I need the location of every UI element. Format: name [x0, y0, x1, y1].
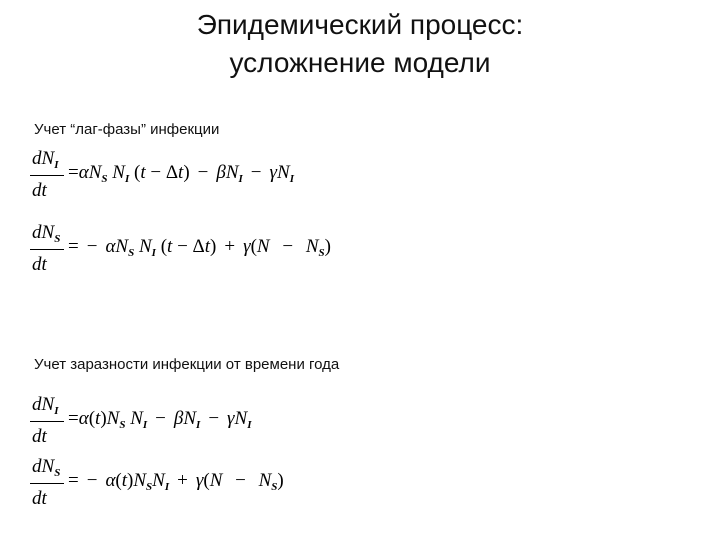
- fraction-bar: [30, 421, 64, 422]
- title-line-1: Эпидемический процесс:: [196, 9, 524, 40]
- equation-rhs: $=\alpha(t)N_S$ $N_I - \beta N_I - \gamma N_I$: [68, 408, 252, 431]
- equation-rhs: = − $\alpha(t)N_SN_I + \gamma(N - N_S)$: [68, 470, 284, 493]
- fraction-bar: [30, 483, 64, 484]
- section-heading-seasonality: Учет заразности инфекции от времени года: [34, 356, 340, 373]
- section-heading-lag-phase: Учет “лаг-фазы” инфекции: [34, 121, 220, 138]
- fraction-bar: [30, 175, 64, 176]
- equation-rhs: $=\alpha N_S$ $N_I$ $(t - \Delta t) - \beta N_I - \gamma N_I$: [68, 162, 294, 185]
- equation-rhs: = − $\alpha N_S$ $N_I$ $(t - \Delta t) + \gamma(N - N_S)$: [68, 236, 331, 259]
- fraction-bar: [30, 249, 64, 250]
- title-line-2: усложнение модели: [229, 47, 491, 78]
